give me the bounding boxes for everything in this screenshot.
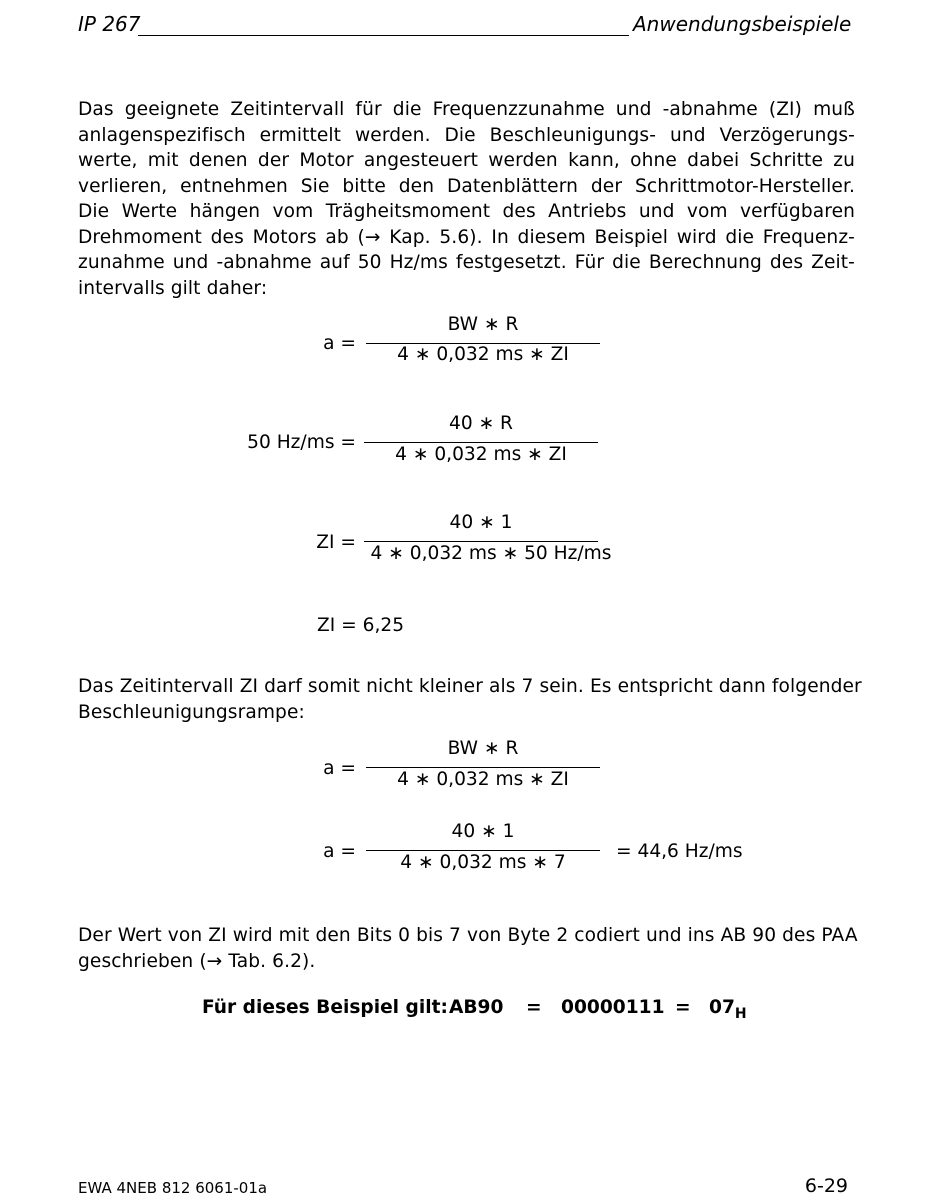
paragraph-line: Das geeignete Zeitintervall für die Frequenzzunahme und -abnahme (ZI) muß bbox=[78, 99, 855, 120]
header-rule bbox=[138, 35, 629, 36]
paragraph-line: Das Zeitintervall ZI darf somit nicht kleiner als 7 sein. Es entspricht dann folgender bbox=[78, 676, 862, 697]
result-label: Für dieses Beispiel gilt: bbox=[202, 997, 448, 1018]
footer-page-number: 6-29 bbox=[804, 1175, 848, 1197]
formula-lhs: ZI = bbox=[316, 532, 356, 553]
header-section-title: Anwendungsbeispiele bbox=[633, 12, 852, 36]
formula-lhs: a = bbox=[323, 758, 356, 779]
paragraph-line: geschrieben (→ Tab. 6.2). bbox=[78, 950, 316, 972]
formula-numerator: 40 ∗ 1 bbox=[451, 821, 515, 842]
paragraph-line: Drehmoment des Motors ab (→ Kap. 5.6). In diesem Beispiel wird die Frequenz- bbox=[78, 226, 855, 248]
result-address: AB90 bbox=[449, 997, 504, 1018]
formula-numerator: BW ∗ R bbox=[447, 314, 519, 335]
paragraph-line: verlieren, entnehmen Sie bitte den Datenblättern der Schrittmotor-Hersteller. bbox=[78, 175, 855, 197]
formula-denominator: 4 ∗ 0,032 ms ∗ ZI bbox=[397, 344, 569, 365]
formula-denominator: 4 ∗ 0,032 ms ∗ 7 bbox=[400, 852, 566, 873]
formula-lhs: a = bbox=[323, 333, 356, 354]
paragraph-line: intervalls gilt daher: bbox=[78, 277, 268, 299]
paragraph-line: Die Werte hängen vom Trägheitsmoment des Antriebs und vom verfügbaren bbox=[78, 201, 855, 222]
formula-numerator: 40 ∗ R bbox=[449, 413, 513, 434]
formula-denominator: 4 ∗ 0,032 ms ∗ 50 Hz/ms bbox=[370, 543, 612, 564]
formula-lhs: a = bbox=[323, 841, 356, 862]
formula-lhs: 50 Hz/ms = bbox=[247, 432, 356, 453]
paragraph-line: zunahme und -abnahme auf 50 Hz/ms festgesetzt. Für die Berechnung des Zeit- bbox=[78, 252, 855, 273]
formula-numerator: BW ∗ R bbox=[447, 738, 519, 759]
result-hex-suffix: H bbox=[734, 1006, 747, 1022]
paragraph-line: anlagenspezifisch ermittelt werden. Die Beschleunigungs- und Verzögerungs- bbox=[78, 124, 855, 146]
footer-document-number: EWA 4NEB 812 6061-01a bbox=[78, 1179, 268, 1197]
result-hex-value: 07 bbox=[709, 997, 735, 1018]
paragraph-line: Beschleunigungsrampe: bbox=[78, 701, 305, 723]
header-document-id: IP 267 bbox=[78, 12, 141, 36]
result-equals: = bbox=[675, 997, 691, 1018]
formula-result-value: = 44,6 Hz/ms bbox=[616, 841, 743, 862]
paragraph-intro bbox=[78, 97, 855, 301]
paragraph-coding-note bbox=[78, 923, 858, 974]
result-binary: 00000111 bbox=[561, 997, 665, 1018]
paragraph-line: werte, mit denen der Motor angesteuert werden kann, ohne dabei Schritte zu bbox=[78, 150, 855, 171]
result-hex bbox=[709, 996, 747, 1020]
paragraph-zi-conclusion bbox=[78, 674, 862, 725]
formula-zi-result: ZI = 6,25 bbox=[317, 615, 405, 636]
formula-denominator: 4 ∗ 0,032 ms ∗ ZI bbox=[397, 769, 569, 790]
formula-numerator: 40 ∗ 1 bbox=[449, 512, 513, 533]
paragraph-line: Der Wert von ZI wird mit den Bits 0 bis 7 von Byte 2 codiert und ins AB 90 des PAA bbox=[78, 925, 858, 946]
result-equals: = bbox=[526, 997, 542, 1018]
formula-denominator: 4 ∗ 0,032 ms ∗ ZI bbox=[395, 444, 567, 465]
